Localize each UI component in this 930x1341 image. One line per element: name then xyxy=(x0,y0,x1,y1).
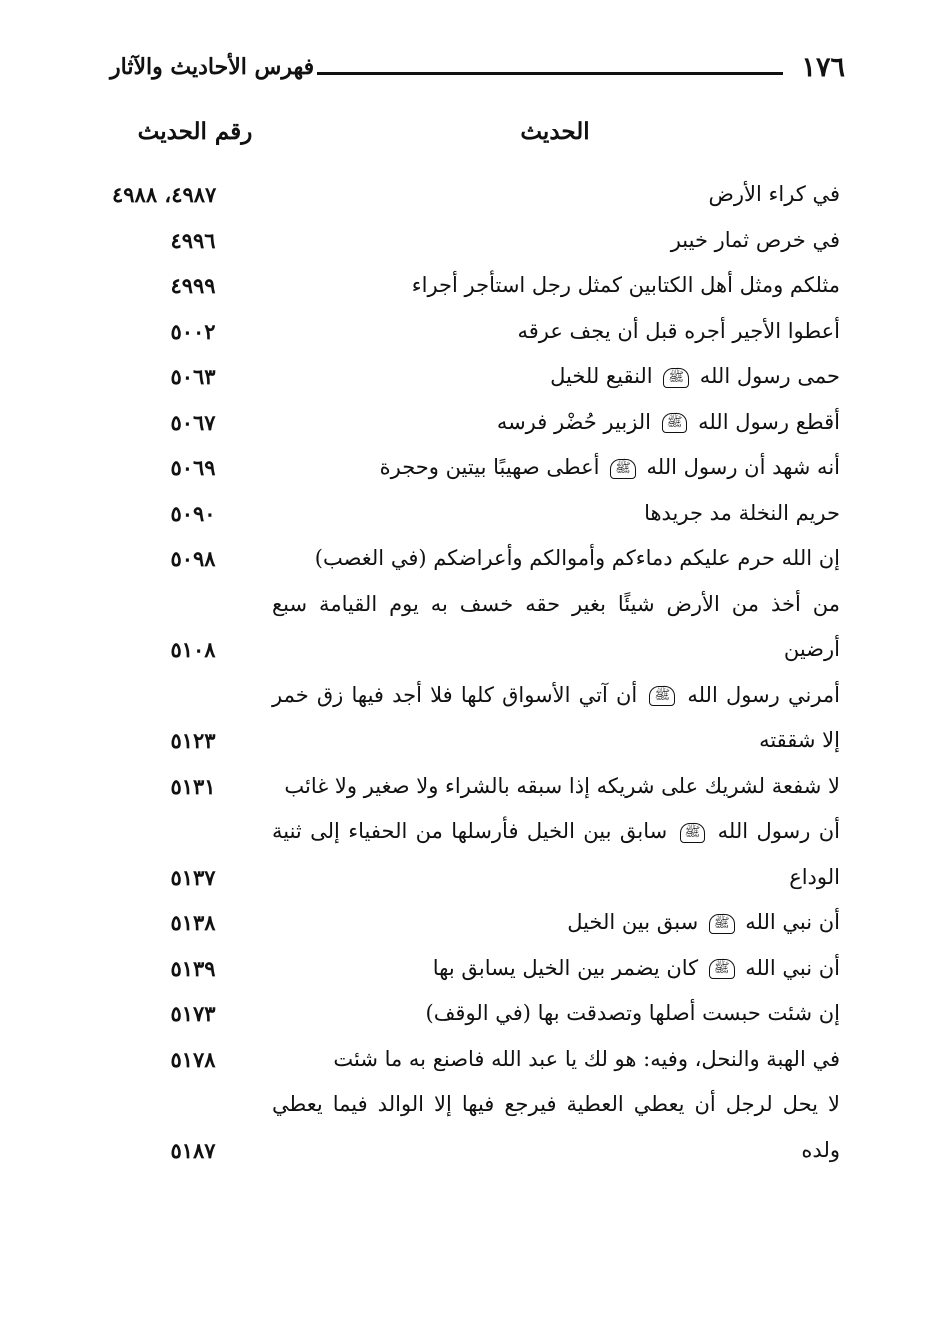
hadith-text: أن نبي الله ﷺ كان يضمر بين الخيل يسابق بها xyxy=(432,955,840,980)
index-entry xyxy=(0,991,930,1037)
running-title: فهرس الأحاديث والآثار xyxy=(110,54,315,80)
hadith-number: ٥١٠٨ xyxy=(170,637,216,662)
hadith-text: في خرص ثمار خيبر xyxy=(670,227,840,252)
index-entry xyxy=(0,445,930,491)
index-entry xyxy=(0,900,930,946)
hadith-number: ٤٩٩٩ xyxy=(170,273,216,298)
index-entry xyxy=(0,946,930,992)
index-entry xyxy=(0,263,930,309)
hadith-number: ٥٠٩٨ xyxy=(170,546,216,571)
hadith-number: ٥١٣١ xyxy=(170,773,216,799)
number-column-heading: رقم الحديث xyxy=(137,118,253,145)
index-entry xyxy=(0,764,930,810)
hadith-number: ٥١٣٨ xyxy=(170,910,216,935)
hadith-column-heading: الحديث xyxy=(520,118,590,145)
hadith-number: ٥١٨٧ xyxy=(170,1137,216,1163)
salutation-emblem: ﷺ xyxy=(610,459,636,479)
page-number: ١٧٦ xyxy=(801,52,845,83)
index-entry xyxy=(0,491,930,537)
hadith-text: حمى رسول الله ﷺ النقيع للخيل xyxy=(550,364,840,388)
hadith-number: ٥١٧٣ xyxy=(170,1001,216,1026)
index-entry xyxy=(0,1037,930,1083)
hadith-number: ٥٠٩٠ xyxy=(170,500,216,526)
index-entry xyxy=(0,354,930,400)
page-header xyxy=(110,52,845,92)
hadith-number: ٥٠٦٧ xyxy=(170,409,216,435)
hadith-text: أقطع رسول الله ﷺ الزبير حُضْر فرسه xyxy=(496,409,840,434)
index-entry xyxy=(0,172,930,218)
index-entry xyxy=(0,536,930,582)
index-entry xyxy=(0,1082,930,1173)
index-entry xyxy=(0,673,930,764)
hadith-text: أن نبي الله ﷺ سبق بين الخيل xyxy=(567,910,840,934)
hadith-text: في الهبة والنحل، وفيه: هو لك يا عبد الله فاصنع به ما شئت xyxy=(333,1046,840,1071)
index-entry xyxy=(0,809,930,900)
hadith-text: في كراء الأرض xyxy=(708,182,840,206)
hadith-text: إن شئت حبست أصلها وتصدقت بها (في الوقف) xyxy=(425,1001,840,1025)
hadith-text: أن رسول الله ﷺ سابق بين الخيل فأرسلها من الحفياء إلى ثنية الوداع xyxy=(272,819,840,889)
hadith-number: ٥١٧٨ xyxy=(170,1046,216,1072)
hadith-text: من أخذ من الأرض شيئًا بغير حقه خسف به يوم القيامة سبع أرضين xyxy=(272,591,840,661)
hadith-number: ٤٩٩٦ xyxy=(170,227,216,253)
hadith-text: أنه شهد أن رسول الله ﷺ أعطى صهيبًا بيتين وحجرة xyxy=(379,455,840,479)
salutation-emblem: ﷺ xyxy=(649,686,675,706)
index-entry xyxy=(0,309,930,355)
hadith-text: حريم النخلة مد جريدها xyxy=(644,500,840,525)
hadith-number: ٥١٣٩ xyxy=(170,955,216,981)
hadith-index-list xyxy=(0,172,930,1173)
header-rule xyxy=(317,72,783,75)
hadith-text: إن الله حرم عليكم دماءكم وأموالكم وأعراضكم (في الغصب) xyxy=(314,546,840,570)
hadith-text: لا شفعة لشريك على شريكه إذا سبقه بالشراء ولا صغير ولا غائب xyxy=(284,773,840,798)
salutation-emblem: ﷺ xyxy=(663,368,689,388)
hadith-number: ٥١٢٣ xyxy=(170,728,216,753)
salutation-emblem: ﷺ xyxy=(709,959,735,979)
hadith-number: ٥٠٦٩ xyxy=(170,455,216,480)
hadith-number: ٤٩٨٧، ٤٩٨٨ xyxy=(112,182,217,207)
salutation-emblem: ﷺ xyxy=(662,413,688,433)
hadith-number: ٥١٣٧ xyxy=(170,864,216,890)
hadith-text: لا يحل لرجل أن يعطي العطية فيرجع فيها إلا الوالد فيما يعطي ولده xyxy=(272,1092,840,1162)
salutation-emblem: ﷺ xyxy=(709,914,735,934)
hadith-text: مثلكم ومثل أهل الكتابين كمثل رجل استأجر أجراء xyxy=(411,273,840,297)
salutation-emblem: ﷺ xyxy=(680,823,706,843)
index-entry xyxy=(0,400,930,446)
index-entry xyxy=(0,582,930,673)
hadith-text: أعطوا الأجير أجره قبل أن يجف عرقه xyxy=(517,318,840,343)
index-entry xyxy=(0,218,930,264)
hadith-number: ٥٠٠٢ xyxy=(170,318,216,344)
hadith-number: ٥٠٦٣ xyxy=(170,364,216,389)
hadith-text: أمرني رسول الله ﷺ أن آتي الأسواق كلها فلا أجد فيها زق خمر إلا شققته xyxy=(272,682,840,752)
